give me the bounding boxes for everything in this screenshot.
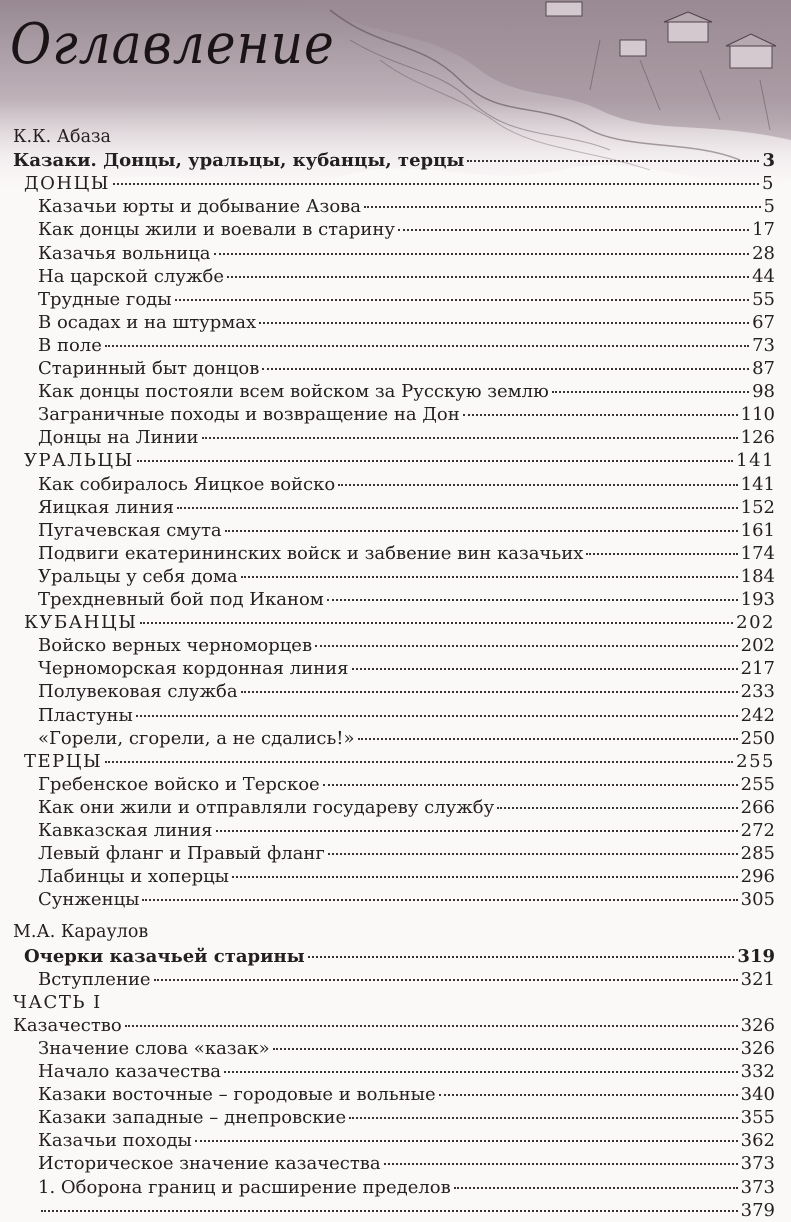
- toc-leader-dots: [352, 668, 738, 670]
- toc-entry: [38, 496, 775, 519]
- toc-entry: [38, 1060, 775, 1083]
- toc-entry: [38, 218, 775, 241]
- toc-leader-dots: [241, 576, 738, 578]
- toc-entry: [38, 634, 775, 657]
- toc-entry: [38, 1176, 775, 1199]
- toc-leader-dots: [175, 299, 750, 301]
- toc-entry-title: Вступление: [38, 968, 151, 990]
- toc-page-number: 379: [740, 1199, 775, 1221]
- toc-entry: [38, 865, 775, 888]
- toc-entry-title: Казаки. Донцы, уральцы, кубанцы, терцы: [13, 150, 465, 172]
- toc-leader-dots: [323, 784, 738, 786]
- toc-entry-title: Значение слова «казак»: [38, 1037, 270, 1059]
- toc-entry: [13, 1014, 775, 1037]
- toc-entry-title: Как донцы жили и воевали в старину: [38, 219, 395, 241]
- toc-leader-dots: [262, 368, 749, 370]
- toc-entry-title: Как они жили и отправляли государеву службу: [38, 796, 495, 818]
- toc-entry: [38, 727, 775, 750]
- toc-leader-dots: [259, 322, 749, 324]
- toc-entry: [38, 680, 775, 703]
- toc-entry-title: Заграничные походы и возвращение на Дон: [38, 404, 460, 426]
- toc-entry: [38, 542, 775, 565]
- toc-entry-title: Войско верных черноморцев: [38, 635, 313, 657]
- toc-entry-title: Полувековая служба: [38, 681, 238, 703]
- toc-leader-dots: [384, 1163, 738, 1165]
- toc-entry: [38, 473, 775, 496]
- toc-entry-title: Как собиралось Яицкое войско: [38, 473, 336, 495]
- toc-entry: [38, 968, 775, 991]
- toc-entry-title: Лабинцы и хоперцы: [38, 866, 229, 888]
- toc-leader-dots: [349, 1117, 737, 1119]
- toc-page-number: 285: [740, 843, 775, 865]
- toc-page-number: 266: [740, 796, 775, 818]
- toc-entry: [38, 1129, 775, 1152]
- toc-page-number: 242: [740, 704, 775, 726]
- toc-page-number: 362: [740, 1130, 775, 1152]
- toc-leader-dots: [358, 738, 738, 740]
- toc-page-number: 152: [740, 496, 775, 518]
- toc-page-number: 326: [740, 1037, 775, 1059]
- toc-page-number: 5: [763, 196, 775, 218]
- toc-entry-title: Старинный быт донцов: [38, 358, 260, 379]
- toc-page-number: 340: [740, 1084, 775, 1106]
- toc-entry: [13, 149, 775, 172]
- toc-leader-dots: [315, 645, 738, 647]
- toc-page-number: 3: [762, 150, 775, 172]
- toc-page-number: 305: [740, 889, 775, 911]
- toc-entry: [38, 242, 775, 265]
- toc-entry-title: Трудные годы: [38, 288, 172, 310]
- toc-leader-dots: [463, 414, 738, 416]
- toc-entry-title: 1. Оборона границ и расширение пределов: [38, 1176, 451, 1198]
- toc-page-number: 67: [752, 311, 775, 333]
- toc-leader-dots: [454, 1187, 738, 1189]
- toc-leader-dots: [105, 345, 749, 347]
- toc-entry-title: УРАЛЬЦЫ: [24, 450, 134, 472]
- toc-section: [13, 991, 760, 1014]
- toc-entry-title: Казаки западные – днепровские: [38, 1107, 347, 1129]
- toc-page-number: 73: [752, 334, 775, 356]
- toc-leader-dots: [398, 229, 749, 231]
- toc-leader-dots: [202, 437, 738, 439]
- toc-entry: [38, 704, 775, 727]
- toc-page-number: 332: [740, 1061, 775, 1082]
- toc-leader-dots: [467, 160, 759, 162]
- toc-page-number: 255: [740, 773, 775, 795]
- toc-leader-dots: [140, 622, 733, 624]
- toc-entry: [38, 819, 775, 842]
- toc-page-number: 233: [740, 681, 775, 703]
- toc-entry-title: ТЕРЦЫ: [24, 750, 103, 772]
- toc-leader-dots: [214, 253, 750, 255]
- toc-section: [24, 750, 775, 773]
- toc-leader-dots: [497, 807, 737, 809]
- toc-leader-dots: [113, 183, 759, 185]
- toc-entry-title: Казачьи юрты и добывание Азова: [38, 196, 362, 218]
- toc-page-number: 193: [740, 589, 775, 610]
- toc-entry-title: КУБАНЦЫ: [24, 612, 138, 634]
- toc-entry-title: М.А. Караулов: [13, 922, 149, 943]
- toc-page-number: 326: [740, 1014, 775, 1036]
- toc-leader-dots: [125, 1025, 738, 1027]
- toc-entry: [38, 588, 775, 611]
- toc-page-number: 44: [752, 265, 775, 287]
- toc-leader-dots: [328, 853, 738, 855]
- toc-leader-dots: [177, 507, 738, 509]
- toc-leader-dots: [105, 761, 733, 763]
- toc-leader-dots: [154, 979, 738, 981]
- toc-page-number: 126: [740, 427, 775, 449]
- toc-page-number: 28: [752, 242, 775, 264]
- toc-entry-title: Казаки восточные – городовые и вольные: [38, 1084, 436, 1106]
- toc-entry: [38, 265, 775, 288]
- toc-page-number: 5: [762, 173, 775, 195]
- toc-page-number: 373: [740, 1153, 775, 1175]
- toc-page-number: 174: [740, 542, 775, 564]
- toc-entry: [38, 311, 775, 334]
- toc-entry-title: Как донцы постояли всем войском за Русскую землю: [38, 381, 549, 403]
- toc-leader-dots: [273, 1048, 738, 1050]
- toc-entry-title: В осадах и на штурмах: [38, 311, 257, 333]
- toc-page-number: 255: [736, 750, 775, 772]
- toc-entry-title: Трехдневный бой под Иканом: [38, 589, 324, 610]
- toc-leader-dots: [136, 715, 738, 717]
- toc-page-number: 161: [740, 519, 775, 541]
- toc-entry: [38, 357, 775, 380]
- toc-page-number: 202: [740, 635, 775, 657]
- toc-page-number: 355: [740, 1107, 775, 1129]
- toc-page-number: 184: [740, 565, 775, 587]
- toc-leader-dots: [586, 553, 737, 555]
- toc-entry-title: Казачество: [13, 1014, 122, 1036]
- toc-entry-title: «Горели, сгорели, а не сдались!»: [38, 727, 355, 749]
- toc-page-number: 250: [740, 727, 775, 749]
- toc-section: [24, 945, 775, 968]
- toc-page-number: 98: [752, 381, 775, 403]
- toc-page-number: 110: [740, 404, 775, 426]
- toc-entry-title: Гребенское войско и Терское: [38, 773, 320, 795]
- toc-entry-title: Очерки казачьей старины: [24, 945, 305, 967]
- toc-entry: [38, 334, 775, 357]
- toc-entry-title: Яицкая линия: [38, 496, 174, 518]
- toc-leader-dots: [41, 1210, 738, 1212]
- toc-leader-dots: [216, 830, 738, 832]
- toc-leader-dots: [225, 530, 738, 532]
- toc-section: [24, 611, 775, 634]
- toc-entry: [38, 773, 775, 796]
- toc-leader-dots: [137, 460, 733, 462]
- toc-entry-title: Начало казачества: [38, 1061, 222, 1082]
- toc-entry-title: Сунженцы: [38, 889, 140, 911]
- toc-entry: [38, 1037, 775, 1060]
- toc-leader-dots: [232, 876, 738, 878]
- toc-leader-dots: [227, 276, 749, 278]
- toc-author: [13, 921, 760, 944]
- toc-entry-title: В поле: [38, 334, 102, 356]
- toc-page-number: 87: [752, 358, 775, 379]
- toc-entry: [38, 657, 775, 680]
- toc-page-number: 373: [740, 1176, 775, 1198]
- toc-entry-title: Левый фланг и Правый фланг: [38, 843, 325, 865]
- toc-page-number: 319: [737, 945, 775, 967]
- toc-entry-title: ДОНЦЫ: [24, 173, 110, 195]
- toc-entry-title: Подвиги екатерининских войск и забвение вин казачьих: [38, 542, 584, 564]
- toc-section: [24, 449, 775, 472]
- toc-entry: [38, 1152, 775, 1175]
- toc-leader-dots: [364, 206, 761, 208]
- toc-entry-title: Пугачевская смута: [38, 519, 222, 541]
- toc-entry-title: Уральцы у себя дома: [38, 565, 238, 587]
- toc-entry: [38, 1199, 775, 1222]
- toc-leader-dots: [327, 599, 738, 601]
- toc-section: [24, 172, 775, 195]
- toc-entry-title: Историческое значение казачества: [38, 1153, 381, 1175]
- toc-page-number: 272: [740, 820, 775, 841]
- toc-entry-title: Донцы на Линии: [38, 427, 199, 449]
- toc-page-number: 55: [752, 288, 775, 310]
- toc-entry-title: Казачьи походы: [38, 1130, 192, 1152]
- toc-leader-dots: [241, 691, 738, 693]
- page-title: Оглавление: [10, 12, 335, 77]
- toc-page-number: 141: [740, 473, 775, 495]
- toc-entry-title: К.К. Абаза: [13, 127, 111, 147]
- toc-entry-title: На царской службе: [38, 265, 225, 287]
- toc-entry: [38, 519, 775, 542]
- toc-entry: [38, 1106, 775, 1129]
- toc-leader-dots: [552, 391, 749, 393]
- toc-entry-title: Казачья вольница: [38, 242, 211, 264]
- toc-page-number: 17: [752, 219, 775, 241]
- toc-entry-title: Кавказская линия: [38, 820, 213, 841]
- toc-leader-dots: [142, 899, 737, 901]
- toc-entry-title: Пластуны: [38, 704, 133, 726]
- toc-page-number: 321: [740, 968, 775, 990]
- toc-entry-title: Черноморская кордонная линия: [38, 658, 349, 680]
- toc-leader-dots: [308, 956, 735, 958]
- toc-entry: [38, 288, 775, 311]
- toc-entry: [38, 195, 775, 218]
- toc-leader-dots: [439, 1094, 738, 1096]
- toc-leader-dots: [338, 484, 737, 486]
- toc-page-number: 141: [736, 450, 775, 472]
- toc-author: [13, 126, 760, 149]
- toc-entry: [38, 842, 775, 865]
- toc-page-number: 202: [736, 612, 775, 634]
- toc-page-number: 217: [740, 658, 775, 680]
- toc-entry: [38, 426, 775, 449]
- toc-entry: [38, 380, 775, 403]
- toc-entry-title: ЧАСТЬ I: [13, 991, 102, 1013]
- toc-entry: [38, 403, 775, 426]
- toc-entry: [38, 888, 775, 911]
- toc-leader-dots: [195, 1140, 738, 1142]
- toc-entry: [38, 796, 775, 819]
- toc-entry: [38, 1083, 775, 1106]
- toc-entry: [38, 565, 775, 588]
- toc-page-number: 296: [740, 866, 775, 888]
- toc-leader-dots: [224, 1071, 738, 1073]
